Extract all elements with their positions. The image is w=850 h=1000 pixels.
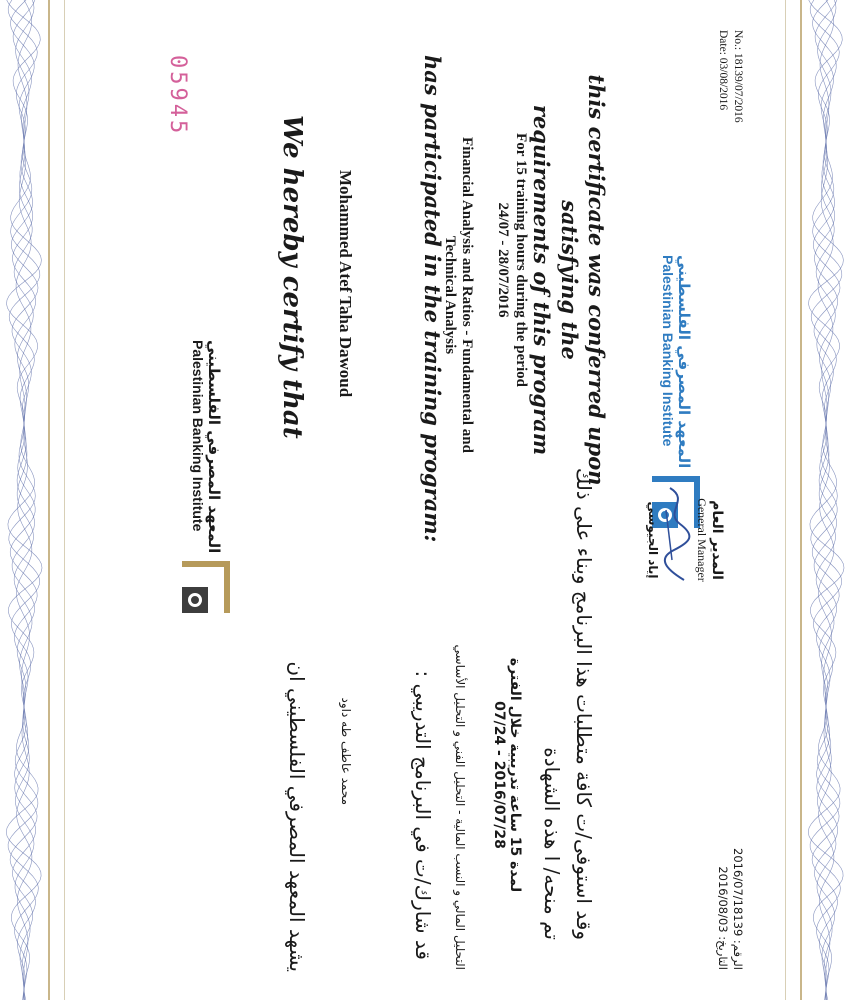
number-line-ar: الرقم: 2016/07/18139 bbox=[731, 848, 745, 970]
program-line-1: Financial Analysis and Ratios - Fundamental and bbox=[459, 137, 475, 453]
participated-text-en: has participated in the training program: bbox=[420, 55, 445, 543]
stamp-name-ar: المعهد المصرفي الفلسطيني bbox=[675, 255, 694, 469]
date-line-ar: التاريخ: 2016/08/03 bbox=[716, 866, 731, 970]
logo-name-ar: المعهد المصرفي الفلسطيني bbox=[205, 340, 224, 554]
certify-heading-en: We hereby certify that bbox=[277, 115, 307, 439]
participated-text-ar: قد شارك/ت في البرنامج التدريبي : bbox=[411, 670, 435, 960]
handwritten-signature bbox=[660, 480, 694, 600]
signature-title-ar: المدير العام bbox=[709, 500, 725, 580]
conferred-line-2: requirements of this program bbox=[529, 104, 555, 456]
certify-heading-ar: يشهد المعهد المصرفي الفلسطيني ان bbox=[285, 661, 309, 972]
training-hours-en bbox=[494, 80, 530, 440]
conferred-text-ar bbox=[536, 468, 600, 940]
logo-mark-icon bbox=[182, 561, 230, 613]
inner-rule-right bbox=[785, 0, 786, 1000]
institute-logo bbox=[182, 340, 230, 613]
date-line-en: Date: 03/08/2016 bbox=[717, 30, 730, 111]
hours-line-1: For 15 training hours during the period bbox=[513, 133, 529, 387]
guilloche-border-left bbox=[0, 0, 50, 1000]
serial-number: 05945 bbox=[165, 55, 190, 137]
conferred-line-1: this certificate was conferred upon satisfying the bbox=[556, 74, 609, 486]
signature-title-en: General Manager bbox=[695, 498, 709, 582]
certificate bbox=[65, 0, 785, 1000]
hours-line-1-ar: لمدة 15 ساعة تدريبية خلال الفترة bbox=[507, 657, 523, 893]
signatory-name-ar: إياد الجيوسي bbox=[646, 501, 660, 579]
certificate-number-ar bbox=[715, 848, 745, 970]
training-hours-ar bbox=[491, 645, 523, 905]
conferred-line-2-ar: تم منحه/ ا هذه الشهادة bbox=[540, 747, 564, 940]
number-line-en: No.: 18139/07/2016 bbox=[732, 30, 744, 123]
stamp-logo-text bbox=[660, 255, 694, 469]
signature-block bbox=[646, 480, 725, 600]
recipient-name-ar: محمد عاطف طه داود bbox=[339, 697, 353, 805]
hours-line-2-ar: 2016/07/28 - 07/24 bbox=[491, 701, 507, 849]
conferred-text-en bbox=[528, 40, 610, 520]
program-name-en bbox=[441, 65, 476, 525]
logo-name-en: Palestinian Banking Institute bbox=[190, 340, 207, 532]
program-line-2: Technical Analysis bbox=[441, 235, 458, 355]
recipient-name-en: Mohammed Atef Taha Dawoud bbox=[336, 170, 355, 398]
program-name-ar: التحليل المالي و النسب المالية - التحليل الفني و التحليل الأساسي bbox=[453, 644, 467, 970]
logo-text bbox=[190, 340, 224, 554]
certificate-number-en bbox=[715, 30, 745, 123]
conferred-line-1-ar: وقد استوفى/ت كافة متطلبات هذا البرنامج وبناء على ذلك bbox=[572, 467, 596, 940]
hours-line-2: 24/07 - 28/07/2016 bbox=[495, 202, 511, 318]
guilloche-border-right bbox=[800, 0, 850, 1000]
stamp-name-en: Palestinian Banking Institute bbox=[660, 255, 677, 447]
